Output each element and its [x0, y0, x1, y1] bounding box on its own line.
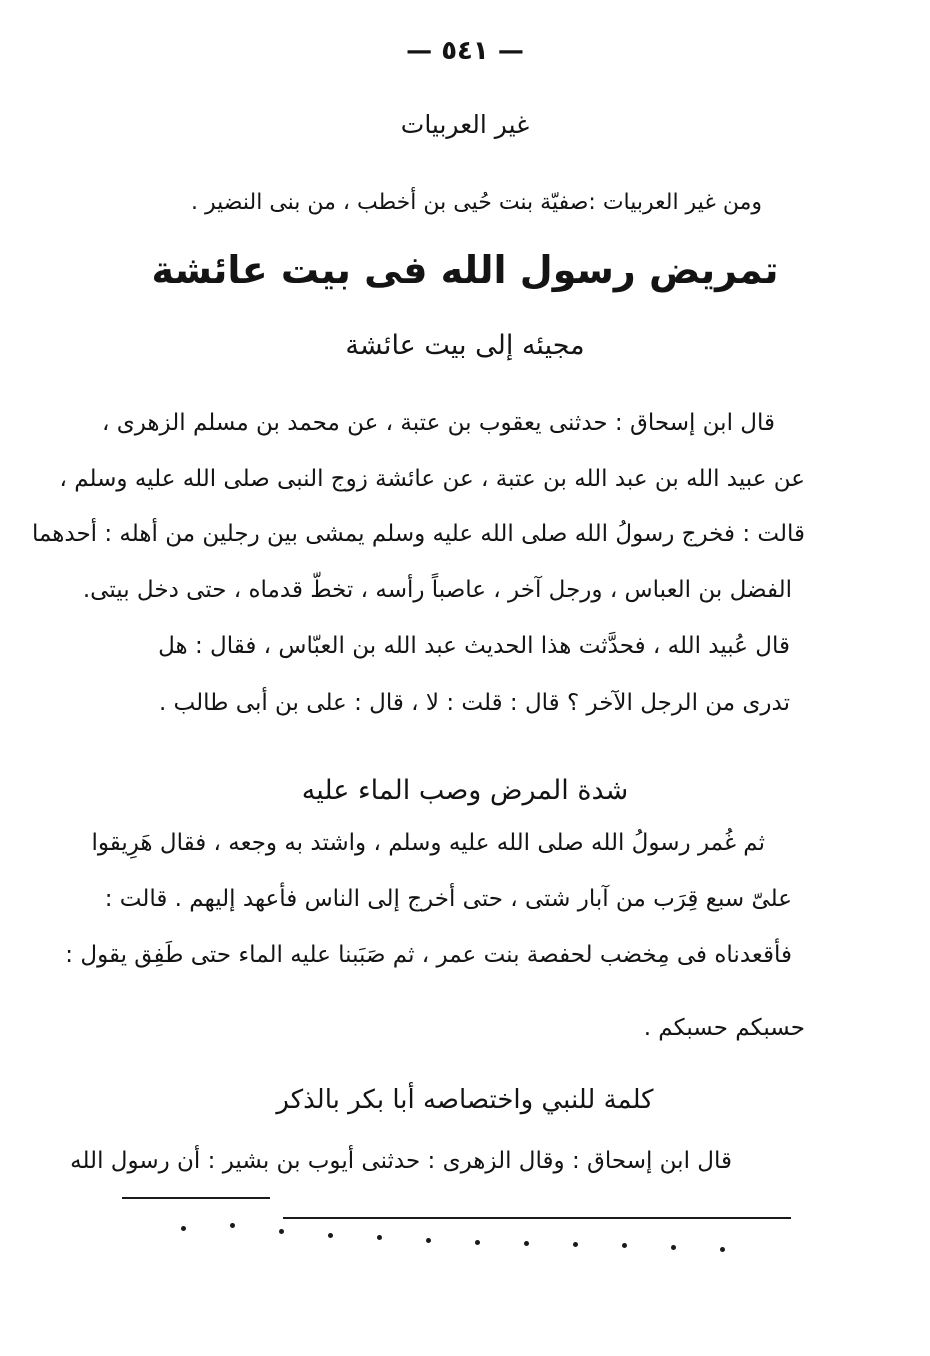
- footer-dot: [426, 1238, 431, 1243]
- section-title: غير العربيات: [400, 110, 530, 139]
- para3-line-1: ثم غُمر رسولُ الله صلى الله عليه وسلم ، واشتد به وجعه ، فقال هَرِيقوا: [91, 830, 765, 856]
- para1-line-1: قال ابن إسحاق : حدثنى يعقوب بن عتبة ، عن محمد بن مسلم الزهرى ،: [102, 410, 775, 436]
- para3-line-4: حسبكم حسبكم .: [643, 1015, 805, 1041]
- para2-line-1: قال عُبيد الله ، فحدَّثت هذا الحديث عبد الله بن العبّاس ، فقال : هل: [158, 633, 790, 659]
- intro-line: ومن غير العربيات :صفيّة بنت حُيى بن أخطب ، من بنى النضير .: [191, 190, 762, 215]
- footer-dot: [622, 1243, 627, 1248]
- page-number: — ٥٤١ —: [406, 36, 524, 66]
- para1-line-4: الفضل بن العباس ، ورجل آخر ، عاصباً رأسه ، تخطّ قدماه ، حتى دخل بيتى.: [82, 577, 792, 603]
- footer-dot: [181, 1226, 186, 1231]
- para2-line-2: تدرى من الرجل الآخر ؟ قال : قلت : لا ، قال : على بن أبى طالب .: [158, 690, 790, 716]
- footer-dot: [671, 1245, 676, 1250]
- footer-dot: [377, 1235, 382, 1240]
- footer-dot: [475, 1240, 480, 1245]
- para4-line-1: قال ابن إسحاق : وقال الزهرى : حدثنى أيوب بن بشير : أن رسول الله: [70, 1148, 732, 1174]
- footer-dot: [230, 1223, 235, 1228]
- footnote-rule-right: [283, 1217, 791, 1219]
- footer-dot: [279, 1229, 284, 1234]
- para3-line-2: علىّ سبع قِرَب من آبار شتى ، حتى أخرج إلى الناس فأعهد إليهم . قالت :: [104, 886, 792, 912]
- footer-dot: [720, 1247, 725, 1252]
- sub-heading-illness: شدة المرض وصب الماء عليه: [301, 775, 629, 806]
- footer-dot: [328, 1233, 333, 1238]
- para1-line-3: قالت : فخرج رسولُ الله صلى الله عليه وسلم يمشى بين رجلين من أهله : أحدهما: [31, 521, 805, 547]
- footnote-rule-left: [122, 1197, 270, 1199]
- footer-dot: [573, 1242, 578, 1247]
- sub-heading-abu-bakr: كلمة للنبي واختصاصه أبا بكر بالذكر: [276, 1085, 654, 1115]
- main-heading: تمريض رسول الله فى بيت عائشة: [151, 248, 779, 292]
- para1-line-2: عن عبيد الله بن عبد الله بن عتبة ، عن عائشة زوج النبى صلى الله عليه وسلم ،: [59, 466, 805, 492]
- para3-line-3: فأقعدناه فى مِخضب لحفصة بنت عمر ، ثم صَبَبنا عليه الماء حتى طَفِق يقول :: [65, 942, 792, 968]
- sub-heading-arrival: مجيئه إلى بيت عائشة: [345, 330, 585, 361]
- footer-dot: [524, 1241, 529, 1246]
